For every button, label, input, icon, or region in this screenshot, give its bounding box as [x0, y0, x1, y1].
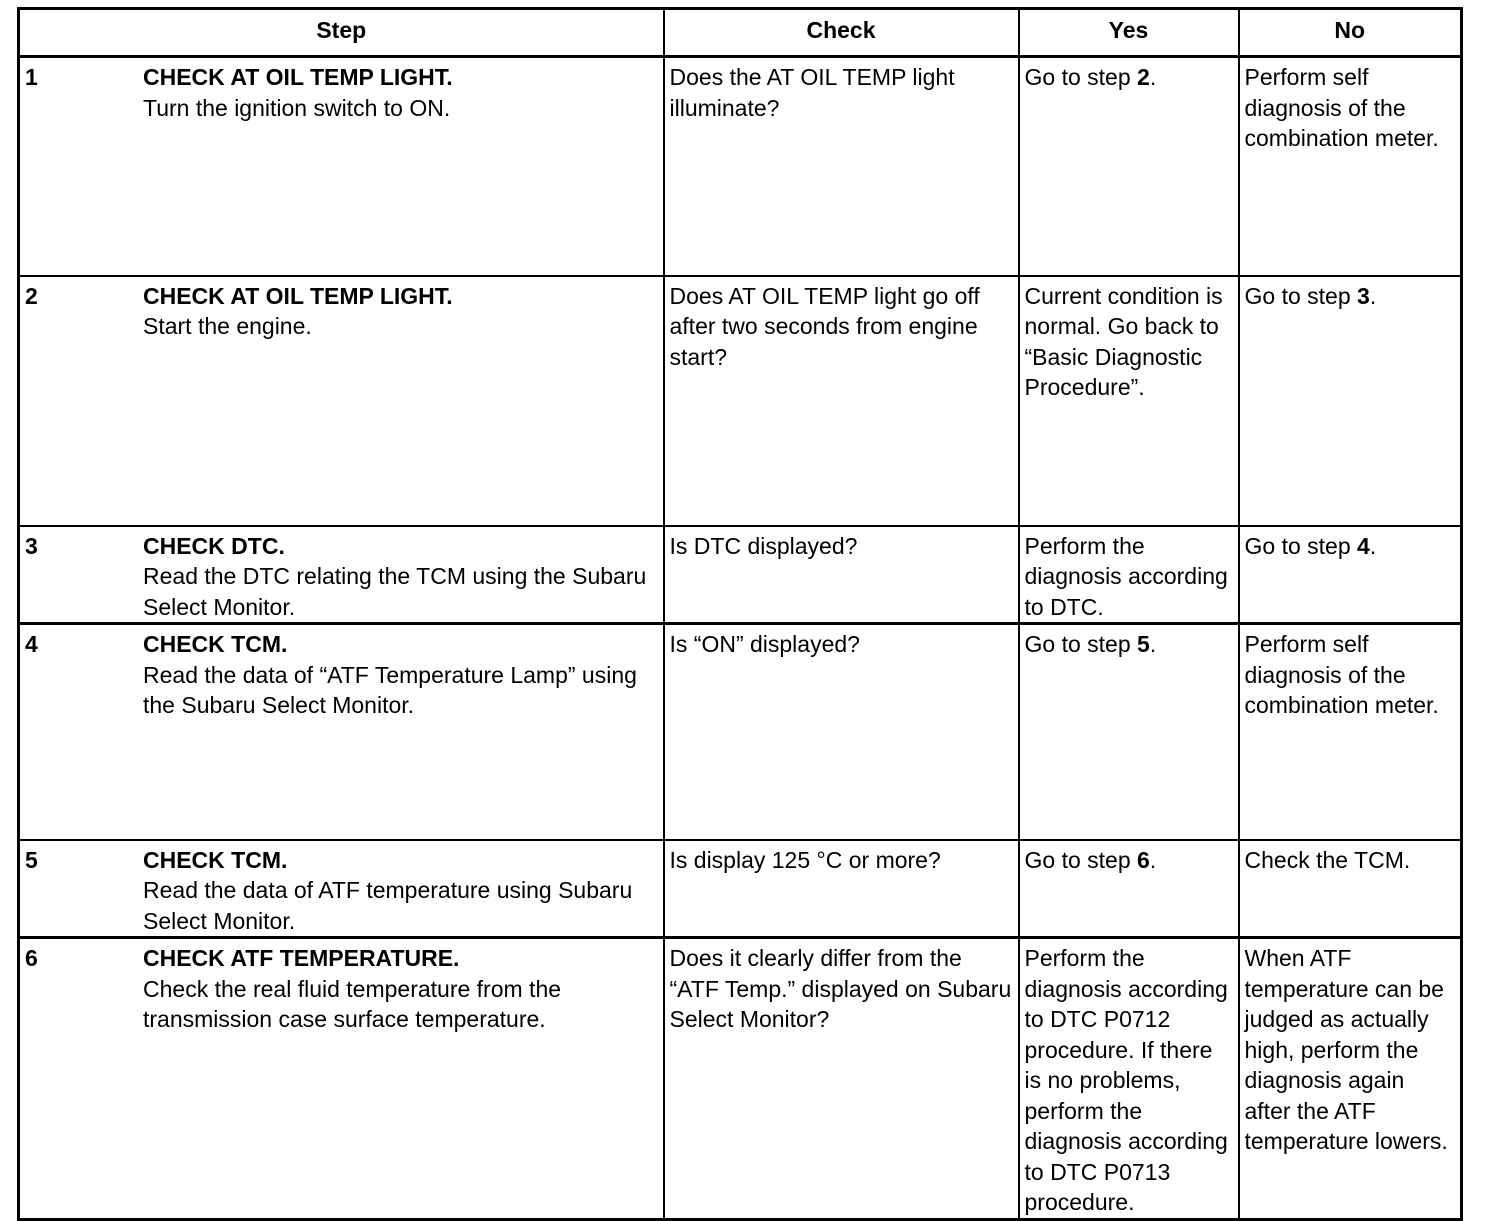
yes-cell [1019, 526, 1239, 624]
table-row [19, 840, 1462, 938]
yes-text: Go to step [1024, 631, 1138, 657]
step-description: Read the DTC relating the TCM using the Subaru Select Monitor. [143, 563, 647, 620]
step-cell [19, 840, 664, 938]
header-no: No [1239, 9, 1462, 57]
no-step-ref: 4 [1357, 532, 1370, 559]
yes-suffix: . [1149, 846, 1157, 873]
check-cell: Does AT OIL TEMP light go off after two seconds from engine start? [664, 276, 1019, 526]
step-description: Read the data of “ATF Temperature Lamp” using the Subaru Select Monitor. [143, 661, 637, 718]
yes-text: Go to step [1024, 64, 1138, 90]
yes-step-ref: 6 [1137, 846, 1150, 873]
check-cell: Is “ON” displayed? [664, 624, 1019, 840]
step-title: CHECK DTC. [143, 532, 285, 559]
header-yes: Yes [1019, 9, 1239, 57]
yes-cell [1019, 840, 1239, 938]
step-title: CHECK AT OIL TEMP LIGHT. [143, 282, 453, 309]
header-row [19, 9, 1462, 57]
step-description: Turn the ignition switch to ON. [143, 94, 451, 121]
no-cell [1239, 624, 1462, 840]
no-text: Go to step [1244, 532, 1358, 559]
yes-step-ref: 2 [1137, 64, 1150, 90]
yes-cell [1019, 624, 1239, 840]
check-cell: Does the AT OIL TEMP light illuminate? [664, 57, 1019, 276]
table-row [19, 57, 1462, 276]
table-row [19, 526, 1462, 624]
step-title: CHECK AT OIL TEMP LIGHT. [143, 64, 453, 90]
yes-text: Current condition is normal. Go back to “Basic Diagnostic Procedure”. [1024, 282, 1223, 400]
no-step-ref: 3 [1357, 282, 1370, 309]
no-suffix: . [1369, 282, 1377, 309]
no-text: Perform self diagnosis of the combination meter. [1244, 631, 1439, 718]
step-cell [19, 938, 664, 1220]
step-title: CHECK TCM. [143, 846, 288, 873]
yes-text: Go to step [1024, 846, 1138, 873]
yes-cell [1019, 57, 1239, 276]
no-text: Go to step [1244, 282, 1358, 309]
yes-cell [1019, 276, 1239, 526]
step-number: 3 [25, 532, 38, 559]
no-text: Perform self diagnosis of the combination meter. [1244, 64, 1439, 151]
check-cell: Is DTC displayed? [664, 526, 1019, 624]
no-cell [1239, 526, 1462, 624]
step-number: 4 [25, 631, 38, 657]
step-description: Check the real fluid temperature from the transmission case surface temperature. [143, 975, 562, 1032]
table-row [19, 938, 1462, 1220]
table-row [19, 276, 1462, 526]
step-number: 5 [25, 846, 38, 873]
header-step: Step [19, 9, 664, 57]
step-description: Start the engine. [143, 313, 312, 339]
yes-text: Perform the diagnosis according to DTC. [1024, 532, 1228, 620]
step-cell [19, 624, 664, 840]
step-title: CHECK ATF TEMPERATURE. [143, 945, 460, 971]
no-suffix: . [1369, 532, 1377, 559]
diagnostic-procedure-table [17, 7, 1463, 1221]
no-text: When ATF temperature can be judged as actually high, perform the diagnosis again after the ATF temperature lowers. [1244, 945, 1448, 1154]
check-cell: Is display 125 °C or more? [664, 840, 1019, 938]
step-cell [19, 57, 664, 276]
yes-suffix: . [1149, 631, 1157, 657]
step-number: 1 [25, 64, 38, 90]
yes-step-ref: 5 [1137, 631, 1150, 657]
header-check: Check [664, 9, 1019, 57]
no-cell [1239, 938, 1462, 1220]
yes-text: Perform the diagnosis according to DTC P0712 procedure. If there is no problems, perform the diagnosis according to DTC P0713 procedure. [1024, 945, 1228, 1215]
table-row [19, 624, 1462, 840]
step-cell [19, 526, 664, 624]
yes-cell [1019, 938, 1239, 1220]
step-number: 6 [25, 945, 38, 971]
no-cell [1239, 57, 1462, 276]
yes-suffix: . [1149, 64, 1157, 90]
no-text: Check the TCM. [1244, 846, 1411, 873]
no-cell [1239, 840, 1462, 938]
step-title: CHECK TCM. [143, 631, 288, 657]
check-cell: Does it clearly differ from the “ATF Temp.” displayed on Subaru Select Monitor? [664, 938, 1019, 1220]
step-cell [19, 276, 664, 526]
step-number: 2 [25, 282, 38, 309]
step-description: Read the data of ATF temperature using Subaru Select Monitor. [143, 877, 633, 934]
no-cell [1239, 276, 1462, 526]
